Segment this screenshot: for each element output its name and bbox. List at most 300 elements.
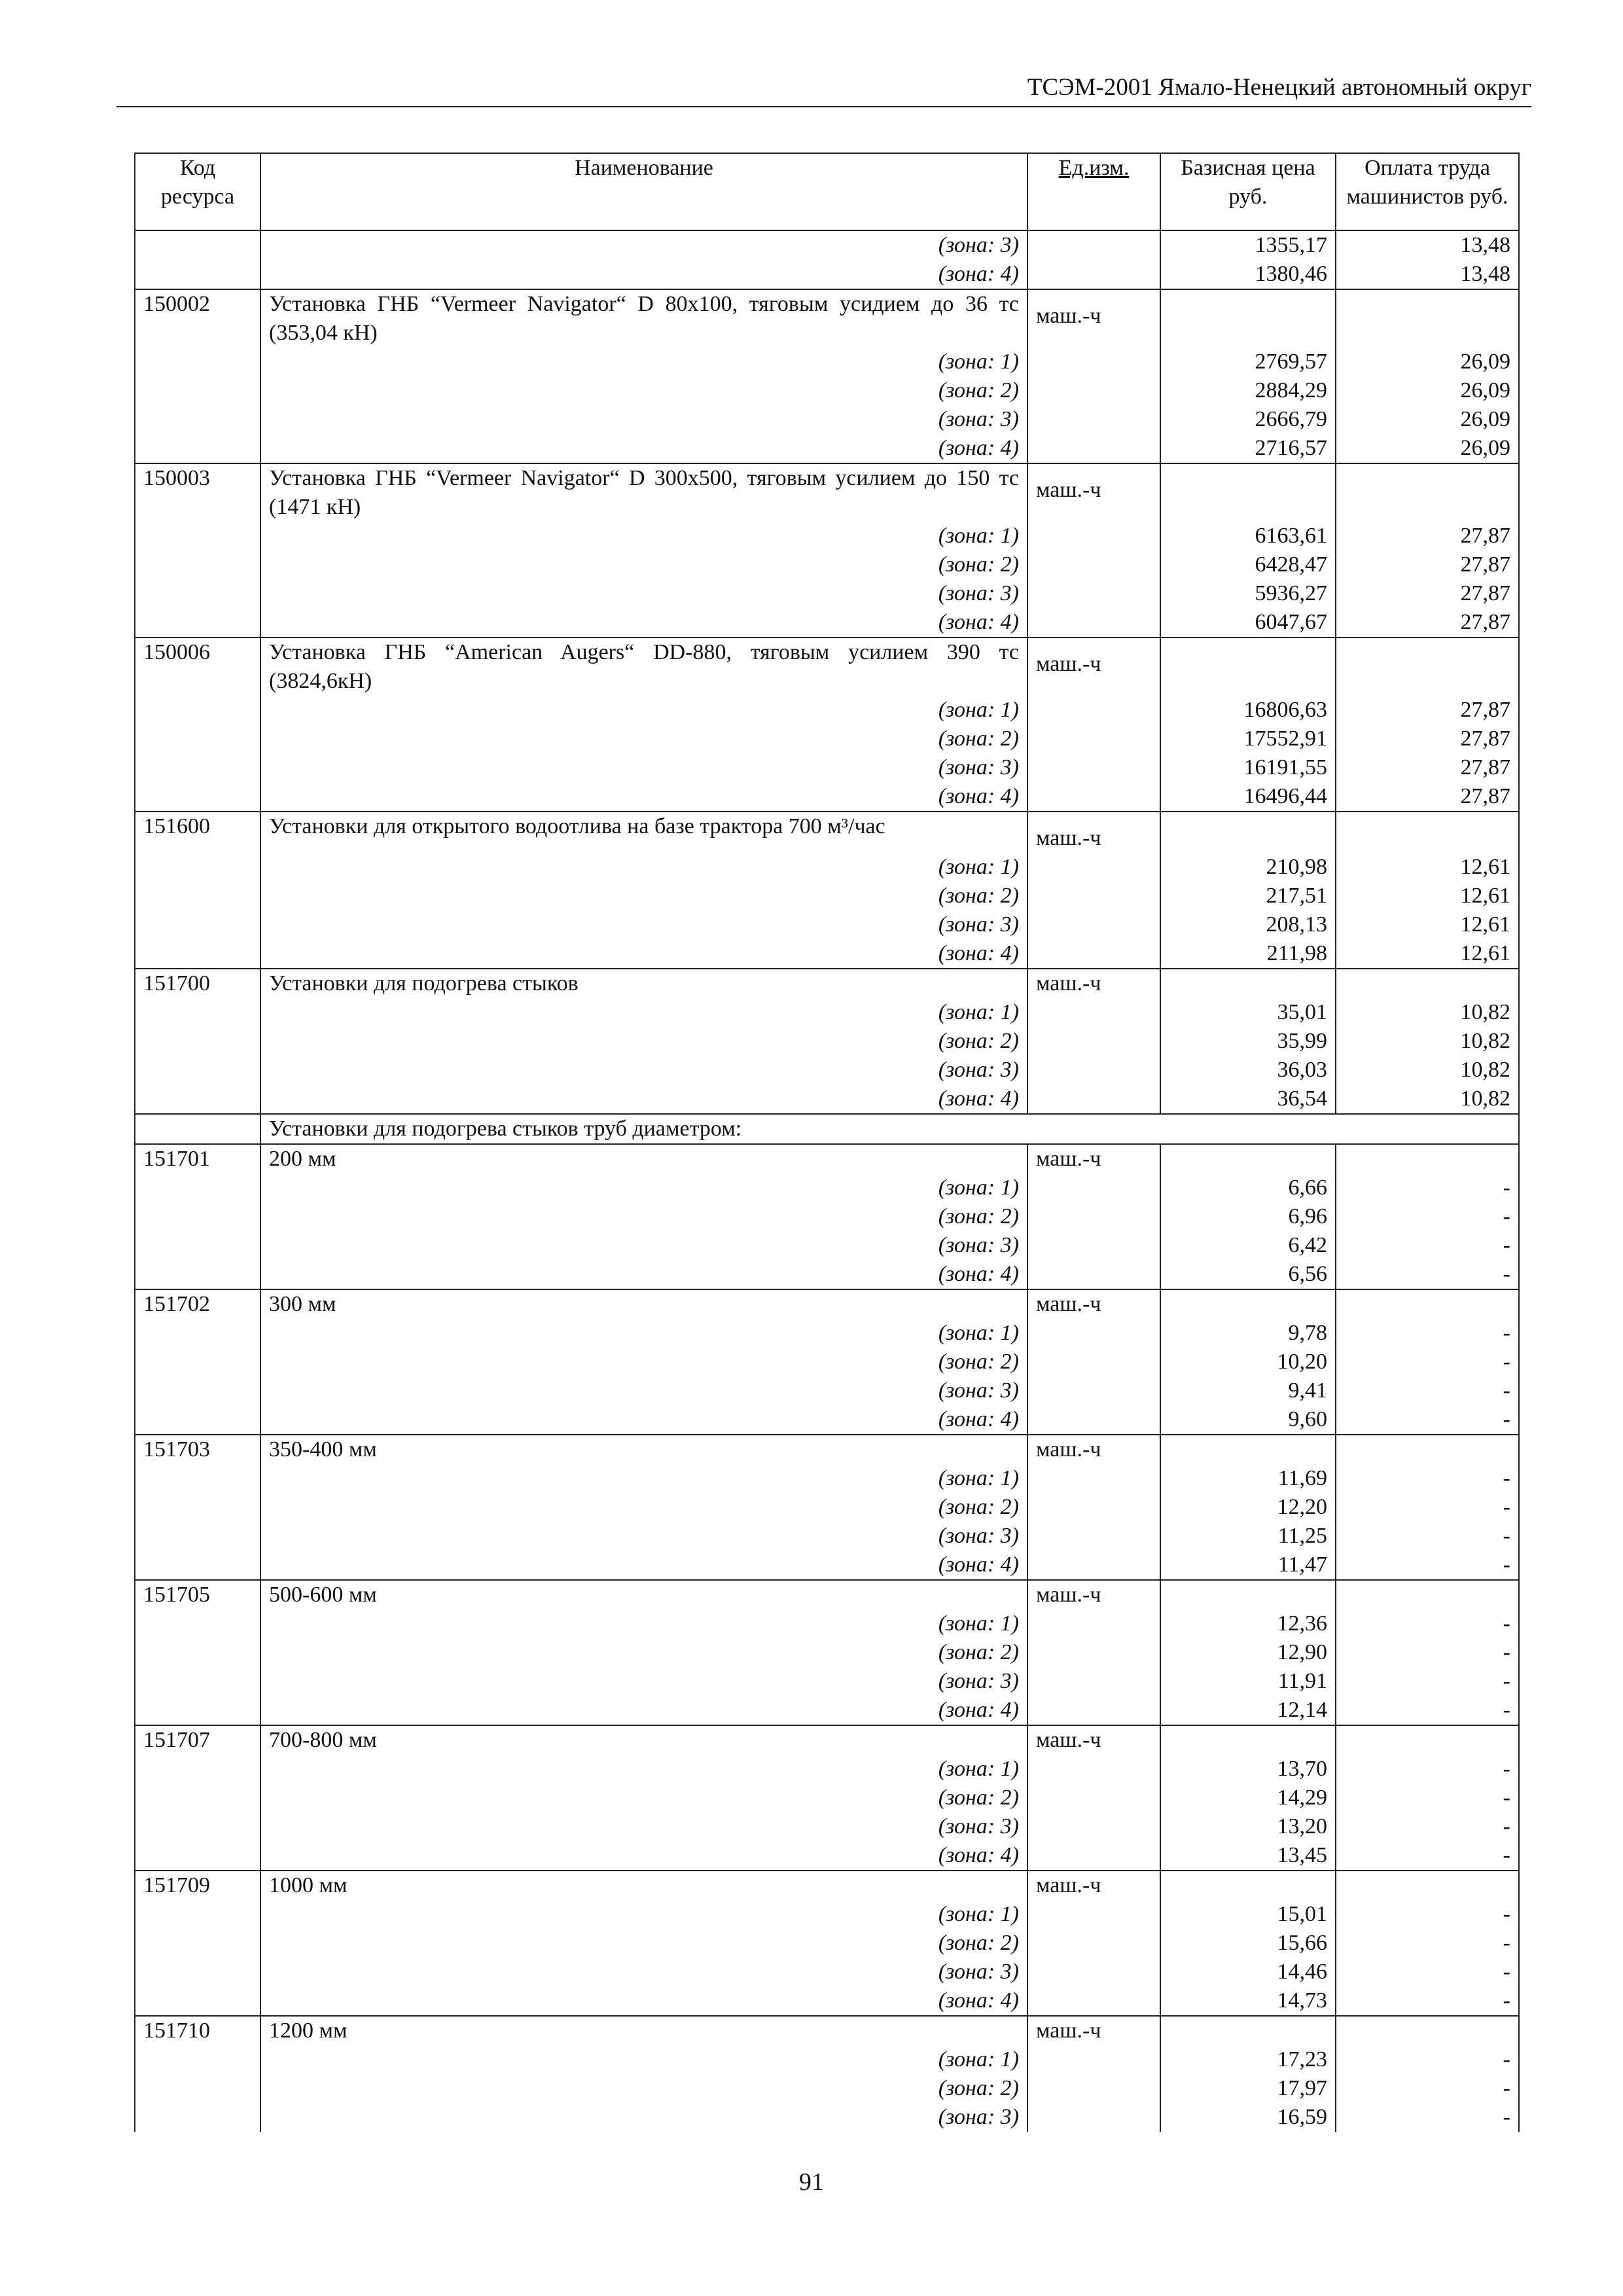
base-price: 17,23	[1160, 2045, 1336, 2074]
unit	[1027, 1202, 1160, 1231]
unit	[1027, 939, 1160, 969]
operator-pay: -	[1336, 1841, 1519, 1871]
table-row	[135, 230, 1519, 260]
resource-code: 151700	[135, 969, 260, 998]
unit	[1027, 2103, 1160, 2132]
zone-label: (зона: 2)	[260, 1929, 1027, 1958]
zone-label: (зона: 4)	[260, 260, 1027, 289]
table-row	[135, 434, 1519, 463]
zone-label: (зона: 3)	[260, 230, 1027, 260]
base-price	[1160, 637, 1336, 696]
base-price: 16191,55	[1160, 753, 1336, 782]
resource-name: Установки для подогрева стыков	[260, 969, 1027, 998]
operator-pay: -	[1336, 2103, 1519, 2132]
unit	[1027, 1784, 1160, 1812]
unit	[1027, 1986, 1160, 2016]
table-row	[135, 1174, 1519, 1202]
table-row	[135, 1348, 1519, 1376]
table-row	[135, 1986, 1519, 2016]
resource-code	[135, 2103, 260, 2132]
table-row	[135, 522, 1519, 550]
base-price: 16,59	[1160, 2103, 1336, 2132]
resource-code	[135, 1696, 260, 1725]
operator-pay: -	[1336, 2045, 1519, 2074]
resource-code: 151703	[135, 1435, 260, 1464]
resource-code	[135, 1493, 260, 1522]
base-price: 2716,57	[1160, 434, 1336, 463]
operator-pay: 13,48	[1336, 230, 1519, 260]
unit: маш.-ч	[1027, 1435, 1160, 1464]
zone-label: (зона: 2)	[260, 725, 1027, 753]
base-price: 14,73	[1160, 1986, 1336, 2016]
table-row	[135, 1464, 1519, 1493]
resource-code	[135, 1260, 260, 1289]
base-price: 6,96	[1160, 1202, 1336, 1231]
table-row	[135, 1784, 1519, 1812]
unit: маш.-ч	[1027, 637, 1160, 696]
resource-code	[135, 1319, 260, 1348]
operator-pay: 27,87	[1336, 782, 1519, 812]
col-header-unit: Ед.изм.	[1027, 153, 1160, 230]
zone-label: (зона: 3)	[260, 405, 1027, 434]
table-row	[135, 1056, 1519, 1085]
resource-code	[135, 910, 260, 939]
table-row	[135, 463, 1519, 522]
resource-code	[135, 1841, 260, 1871]
operator-pay: 27,87	[1336, 550, 1519, 579]
base-price: 2666,79	[1160, 405, 1336, 434]
table-row	[135, 1755, 1519, 1784]
unit	[1027, 1812, 1160, 1841]
table-row	[135, 1871, 1519, 1900]
unit: маш.-ч	[1027, 1289, 1160, 1319]
unit	[1027, 1493, 1160, 1522]
zone-label: (зона: 3)	[260, 910, 1027, 939]
unit	[1027, 1174, 1160, 1202]
base-price: 9,60	[1160, 1405, 1336, 1435]
operator-pay: -	[1336, 2074, 1519, 2103]
zone-label: (зона: 2)	[260, 550, 1027, 579]
table-row	[135, 608, 1519, 637]
resource-name: 350-400 мм	[260, 1435, 1027, 1464]
operator-pay: -	[1336, 1376, 1519, 1405]
base-price	[1160, 1725, 1336, 1755]
table-row	[135, 1493, 1519, 1522]
resource-code	[135, 725, 260, 753]
base-price: 11,47	[1160, 1551, 1336, 1580]
table-row	[135, 1231, 1519, 1260]
zone-label: (зона: 3)	[260, 1958, 1027, 1986]
unit	[1027, 1755, 1160, 1784]
resource-code: 151702	[135, 1289, 260, 1319]
operator-pay: 10,82	[1336, 998, 1519, 1027]
base-price: 6163,61	[1160, 522, 1336, 550]
resource-code	[135, 1464, 260, 1493]
unit	[1027, 376, 1160, 405]
operator-pay	[1336, 1144, 1519, 1174]
operator-pay	[1336, 969, 1519, 998]
base-price	[1160, 969, 1336, 998]
zone-label: (зона: 2)	[260, 1493, 1027, 1522]
operator-pay: 10,82	[1336, 1085, 1519, 1114]
operator-pay	[1336, 2016, 1519, 2045]
resource-code	[135, 405, 260, 434]
unit	[1027, 434, 1160, 463]
base-price: 1380,46	[1160, 260, 1336, 289]
operator-pay	[1336, 1289, 1519, 1319]
unit	[1027, 1085, 1160, 1114]
base-price: 2769,57	[1160, 348, 1336, 376]
table-row	[135, 1551, 1519, 1580]
table-row	[135, 882, 1519, 910]
base-price: 16496,44	[1160, 782, 1336, 812]
table-header	[135, 153, 1519, 230]
unit	[1027, 1376, 1160, 1405]
base-price: 15,66	[1160, 1929, 1336, 1958]
resource-name: 300 мм	[260, 1289, 1027, 1319]
resource-code	[135, 1667, 260, 1696]
table-row	[135, 637, 1519, 696]
zone-label: (зона: 2)	[260, 1202, 1027, 1231]
table-row	[135, 753, 1519, 782]
resource-code	[135, 1522, 260, 1551]
operator-pay: 27,87	[1336, 522, 1519, 550]
operator-pay: 26,09	[1336, 376, 1519, 405]
operator-pay: -	[1336, 1493, 1519, 1522]
resource-name: 500-600 мм	[260, 1580, 1027, 1609]
base-price: 16806,63	[1160, 696, 1336, 725]
operator-pay: 26,09	[1336, 405, 1519, 434]
base-price: 6,56	[1160, 1260, 1336, 1289]
resource-name: 700-800 мм	[260, 1725, 1027, 1755]
operator-pay: 27,87	[1336, 696, 1519, 725]
zone-label: (зона: 4)	[260, 1405, 1027, 1435]
operator-pay: 12,61	[1336, 910, 1519, 939]
resource-code: 151710	[135, 2016, 260, 2045]
zone-label: (зона: 4)	[260, 1085, 1027, 1114]
base-price: 12,20	[1160, 1493, 1336, 1522]
base-price: 208,13	[1160, 910, 1336, 939]
operator-pay: -	[1336, 1551, 1519, 1580]
base-price	[1160, 1289, 1336, 1319]
table-row	[135, 910, 1519, 939]
unit: маш.-ч	[1027, 463, 1160, 522]
unit	[1027, 1958, 1160, 1986]
unit: маш.-ч	[1027, 1144, 1160, 1174]
table-row	[135, 1929, 1519, 1958]
operator-pay: 27,87	[1336, 753, 1519, 782]
unit	[1027, 348, 1160, 376]
table-row	[135, 376, 1519, 405]
zone-label: (зона: 1)	[260, 1900, 1027, 1929]
base-price	[1160, 1580, 1336, 1609]
base-price: 35,01	[1160, 998, 1336, 1027]
table-row	[135, 1202, 1519, 1231]
unit	[1027, 1841, 1160, 1871]
resource-code	[135, 998, 260, 1027]
base-price: 17552,91	[1160, 725, 1336, 753]
resource-code	[135, 1609, 260, 1638]
unit	[1027, 230, 1160, 260]
unit	[1027, 608, 1160, 637]
unit	[1027, 1348, 1160, 1376]
zone-label: (зона: 3)	[260, 579, 1027, 608]
resource-code	[135, 2074, 260, 2103]
table-row	[135, 1958, 1519, 1986]
table-row	[135, 579, 1519, 608]
resource-name: 1000 мм	[260, 1871, 1027, 1900]
zone-label: (зона: 4)	[260, 1551, 1027, 1580]
unit	[1027, 1056, 1160, 1085]
operator-pay: 10,82	[1336, 1027, 1519, 1056]
zone-label: (зона: 4)	[260, 1986, 1027, 2016]
base-price: 12,90	[1160, 1638, 1336, 1667]
resource-code	[135, 1958, 260, 1986]
resource-code	[135, 579, 260, 608]
resource-code	[135, 348, 260, 376]
zone-label: (зона: 2)	[260, 376, 1027, 405]
table-row	[135, 1289, 1519, 1319]
unit	[1027, 1260, 1160, 1289]
resource-code	[135, 782, 260, 812]
base-price: 36,03	[1160, 1056, 1336, 1085]
table-row	[135, 1319, 1519, 1348]
unit	[1027, 1405, 1160, 1435]
operator-pay: 12,61	[1336, 939, 1519, 969]
unit: маш.-ч	[1027, 969, 1160, 998]
base-price: 6,42	[1160, 1231, 1336, 1260]
operator-pay	[1336, 289, 1519, 348]
resource-code: 151705	[135, 1580, 260, 1609]
unit: маш.-ч	[1027, 812, 1160, 853]
operator-pay: 27,87	[1336, 608, 1519, 637]
table-row	[135, 696, 1519, 725]
operator-pay: 26,09	[1336, 348, 1519, 376]
zone-label: (зона: 3)	[260, 2103, 1027, 2132]
operator-pay	[1336, 637, 1519, 696]
unit	[1027, 1638, 1160, 1667]
zone-label: (зона: 1)	[260, 1755, 1027, 1784]
operator-pay: -	[1336, 1202, 1519, 1231]
running-header: ТСЭМ-2001 Ямало-Ненецкий автономный округ	[1027, 74, 1531, 101]
zone-label: (зона: 1)	[260, 1319, 1027, 1348]
resource-code	[135, 696, 260, 725]
zone-label: (зона: 1)	[260, 1609, 1027, 1638]
base-price: 36,54	[1160, 1085, 1336, 1114]
operator-pay: 26,09	[1336, 434, 1519, 463]
unit	[1027, 550, 1160, 579]
resource-code	[135, 1405, 260, 1435]
unit	[1027, 2074, 1160, 2103]
unit	[1027, 910, 1160, 939]
table-row	[135, 853, 1519, 882]
table-row	[135, 1609, 1519, 1638]
operator-pay: -	[1336, 1522, 1519, 1551]
resource-code	[135, 550, 260, 579]
operator-pay	[1336, 1725, 1519, 1755]
table-row	[135, 1405, 1519, 1435]
unit	[1027, 260, 1160, 289]
unit: маш.-ч	[1027, 1725, 1160, 1755]
resource-code	[135, 2045, 260, 2074]
table-row	[135, 782, 1519, 812]
table-row	[135, 1638, 1519, 1667]
resource-code	[135, 1638, 260, 1667]
col-header-pay: Оплата труда машинистов руб.	[1336, 153, 1519, 230]
unit	[1027, 1900, 1160, 1929]
table-body	[135, 230, 1519, 2132]
base-price: 11,91	[1160, 1667, 1336, 1696]
zone-label: (зона: 1)	[260, 853, 1027, 882]
zone-label: (зона: 2)	[260, 1027, 1027, 1056]
operator-pay	[1336, 463, 1519, 522]
unit	[1027, 998, 1160, 1027]
base-price: 13,70	[1160, 1755, 1336, 1784]
operator-pay	[1336, 1435, 1519, 1464]
base-price: 9,41	[1160, 1376, 1336, 1405]
resource-code	[135, 1900, 260, 1929]
zone-label: (зона: 2)	[260, 1784, 1027, 1812]
table-row	[135, 1260, 1519, 1289]
zone-label: (зона: 1)	[260, 1464, 1027, 1493]
zone-label: (зона: 1)	[260, 348, 1027, 376]
operator-pay: 12,61	[1336, 853, 1519, 882]
unit	[1027, 2045, 1160, 2074]
unit	[1027, 1027, 1160, 1056]
zone-label: (зона: 2)	[260, 2074, 1027, 2103]
operator-pay	[1336, 1871, 1519, 1900]
unit	[1027, 725, 1160, 753]
operator-pay: -	[1336, 1638, 1519, 1667]
base-price	[1160, 1871, 1336, 1900]
base-price: 12,36	[1160, 1609, 1336, 1638]
resource-code	[135, 1174, 260, 1202]
col-header-name: Наименование	[260, 153, 1027, 230]
resource-code: 150006	[135, 637, 260, 696]
resource-code	[135, 230, 260, 260]
unit	[1027, 1231, 1160, 1260]
table-row	[135, 2074, 1519, 2103]
resource-code	[135, 853, 260, 882]
page-number: 91	[799, 2168, 824, 2196]
table-row	[135, 998, 1519, 1027]
table-row	[135, 289, 1519, 348]
unit	[1027, 696, 1160, 725]
zone-label: (зона: 1)	[260, 696, 1027, 725]
base-price: 13,45	[1160, 1841, 1336, 1871]
unit	[1027, 1929, 1160, 1958]
resource-code: 151701	[135, 1144, 260, 1174]
base-price: 11,25	[1160, 1522, 1336, 1551]
base-price: 15,01	[1160, 1900, 1336, 1929]
unit	[1027, 782, 1160, 812]
unit: маш.-ч	[1027, 1871, 1160, 1900]
col-header-code: Код ресурса	[135, 153, 260, 230]
zone-label: (зона: 3)	[260, 1376, 1027, 1405]
operator-pay: -	[1336, 1696, 1519, 1725]
resource-name: Установка ГНБ “American Augers“ DD-880, тяговым усилием 390 тс (3824,6кН)	[260, 637, 1027, 696]
zone-label: (зона: 1)	[260, 998, 1027, 1027]
operator-pay: -	[1336, 1986, 1519, 2016]
operator-pay: 12,61	[1336, 882, 1519, 910]
resource-code	[135, 1812, 260, 1841]
table-row	[135, 1144, 1519, 1174]
base-price: 210,98	[1160, 853, 1336, 882]
zone-label: (зона: 1)	[260, 522, 1027, 550]
resource-code	[135, 1056, 260, 1085]
zone-label: (зона: 4)	[260, 1260, 1027, 1289]
table-row	[135, 1085, 1519, 1114]
zone-label: (зона: 4)	[260, 939, 1027, 969]
base-price: 13,20	[1160, 1812, 1336, 1841]
operator-pay	[1336, 1580, 1519, 1609]
table-row	[135, 1900, 1519, 1929]
resource-code	[135, 882, 260, 910]
zone-label: (зона: 2)	[260, 1348, 1027, 1376]
resource-code	[135, 522, 260, 550]
unit	[1027, 882, 1160, 910]
base-price: 11,69	[1160, 1464, 1336, 1493]
unit: маш.-ч	[1027, 289, 1160, 348]
resource-name: Установки для открытого водоотлива на базе трактора 700 м³/час	[260, 812, 1027, 853]
base-price: 6047,67	[1160, 608, 1336, 637]
resource-code	[135, 1027, 260, 1056]
table-row	[135, 1027, 1519, 1056]
resource-name: 200 мм	[260, 1144, 1027, 1174]
operator-pay: -	[1336, 1319, 1519, 1348]
resource-name: Установка ГНБ “Vermeer Navigator“ D 80x100, тяговым усидием до 36 тс (353,04 кН)	[260, 289, 1027, 348]
resource-code	[135, 260, 260, 289]
unit	[1027, 1319, 1160, 1348]
operator-pay: -	[1336, 1784, 1519, 1812]
operator-pay: -	[1336, 1929, 1519, 1958]
operator-pay	[1336, 812, 1519, 853]
zone-label: (зона: 1)	[260, 2045, 1027, 2074]
operator-pay: 13,48	[1336, 260, 1519, 289]
operator-pay: 10,82	[1336, 1056, 1519, 1085]
table-row	[135, 1667, 1519, 1696]
table-row	[135, 939, 1519, 969]
unit: маш.-ч	[1027, 1580, 1160, 1609]
base-price: 2884,29	[1160, 376, 1336, 405]
table-row	[135, 1376, 1519, 1405]
base-price: 14,46	[1160, 1958, 1336, 1986]
operator-pay: -	[1336, 1609, 1519, 1638]
base-price: 1355,17	[1160, 230, 1336, 260]
resource-code: 150003	[135, 463, 260, 522]
unit	[1027, 405, 1160, 434]
base-price: 6,66	[1160, 1174, 1336, 1202]
table-row	[135, 348, 1519, 376]
resource-code	[135, 1114, 260, 1144]
resource-code	[135, 376, 260, 405]
resource-code	[135, 753, 260, 782]
section-heading: Установки для подогрева стыков труб диаметром:	[260, 1114, 1519, 1144]
operator-pay: -	[1336, 1812, 1519, 1841]
operator-pay: -	[1336, 1260, 1519, 1289]
resource-code	[135, 434, 260, 463]
base-price	[1160, 1435, 1336, 1464]
operator-pay: -	[1336, 1348, 1519, 1376]
resource-code	[135, 1376, 260, 1405]
operator-pay: -	[1336, 1464, 1519, 1493]
resource-code: 151600	[135, 812, 260, 853]
table-row	[135, 969, 1519, 998]
col-header-price: Базисная цена руб.	[1160, 153, 1336, 230]
operator-pay: -	[1336, 1958, 1519, 1986]
base-price: 217,51	[1160, 882, 1336, 910]
zone-label: (зона: 3)	[260, 1812, 1027, 1841]
